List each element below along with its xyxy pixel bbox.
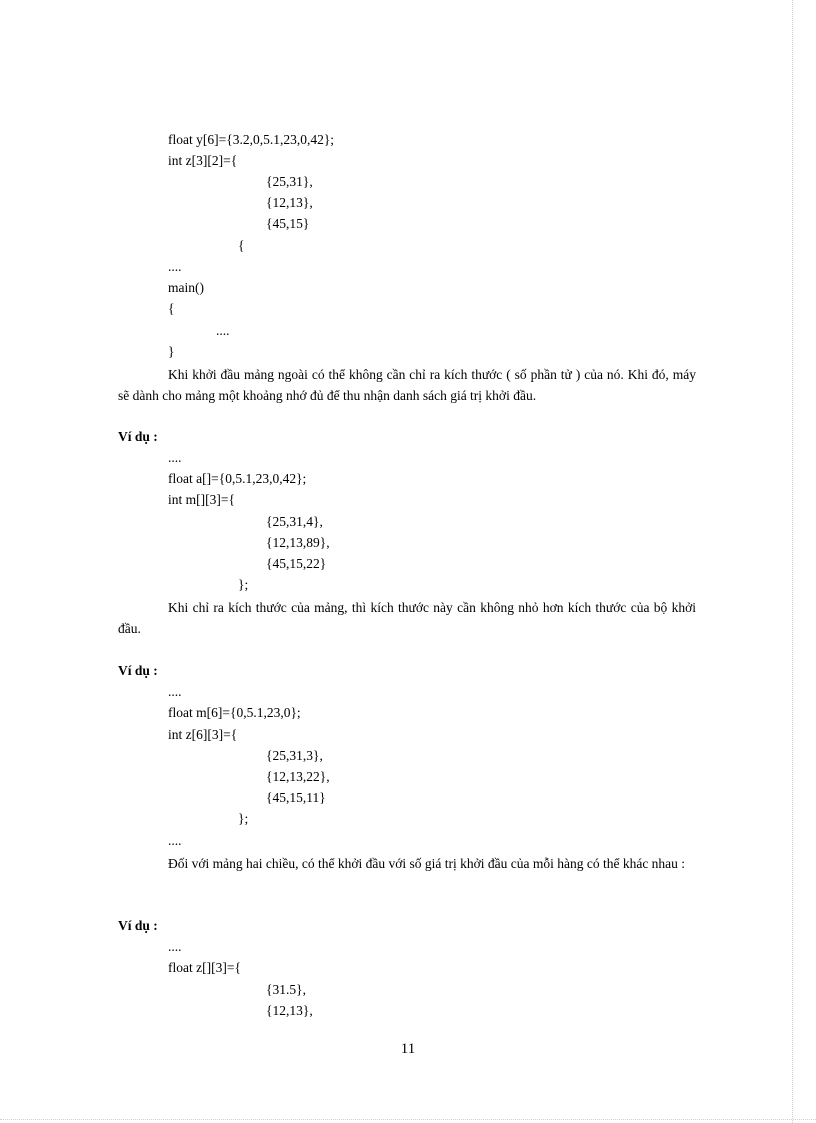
code-line: int z[6][3]={ — [168, 727, 238, 742]
code-line: {25,31,3}, — [266, 748, 323, 763]
code-line: {12,13,22}, — [266, 769, 330, 784]
page-number: 11 — [400, 1041, 416, 1057]
code-line: { — [168, 301, 175, 316]
code-line: {25,31}, — [266, 174, 313, 189]
paragraph — [118, 853, 696, 874]
code-line: {12,13}, — [266, 1003, 313, 1018]
code-line: { — [238, 238, 245, 253]
paragraph-text: Khi khởi đầu mảng ngoài có thể không cần chỉ ra kích thước ( số phần tử ) của nó. Khi đó, máy sẽ dành cho mảng một khoảng nhớ đủ để thu nhận danh sách giá trị khởi đầu. — [118, 367, 696, 403]
paragraph — [118, 597, 696, 639]
code-line: main() — [168, 280, 204, 295]
code-line: {45,15,22} — [266, 556, 327, 571]
example-label: Ví dụ : — [118, 663, 158, 678]
code-line: }; — [238, 811, 249, 826]
paragraph — [118, 364, 696, 406]
code-line: .... — [168, 450, 182, 465]
code-line: {12,13,89}, — [266, 535, 330, 550]
code-line: {12,13}, — [266, 195, 313, 210]
paragraph-text: Đối với mảng hai chiều, có thể khởi đầu với số giá trị khởi đầu của mỗi hàng có thể khác nhau : — [168, 856, 686, 871]
code-line: .... — [168, 259, 182, 274]
code-line: {25,31,4}, — [266, 514, 323, 529]
code-line: .... — [168, 833, 182, 848]
code-line: float y[6]={3.2,0,5.1,23,0,42}; — [168, 132, 335, 147]
example-label: Ví dụ : — [118, 429, 158, 444]
code-line: {45,15} — [266, 216, 310, 231]
paragraph-text: Khi chỉ ra kích thước của mảng, thì kích thước này cần không nhỏ hơn kích thước của bộ khởi đầu. — [118, 600, 696, 636]
code-line: int z[3][2]={ — [168, 153, 238, 168]
code-line: float m[6]={0,5.1,23,0}; — [168, 705, 301, 720]
code-line: {45,15,11} — [266, 790, 326, 805]
code-line: float z[][3]={ — [168, 960, 241, 975]
page-edge-right — [792, 0, 793, 1123]
code-line: .... — [216, 323, 230, 338]
code-line: .... — [168, 939, 182, 954]
code-line: .... — [168, 684, 182, 699]
page-edge-bottom — [0, 1119, 816, 1120]
example-label: Ví dụ : — [118, 918, 158, 933]
code-line: {31.5}, — [266, 982, 306, 997]
code-line: } — [168, 344, 175, 359]
code-line: }; — [238, 577, 249, 592]
code-line: float a[]={0,5.1,23,0,42}; — [168, 471, 307, 486]
code-line: int m[][3]={ — [168, 492, 235, 507]
